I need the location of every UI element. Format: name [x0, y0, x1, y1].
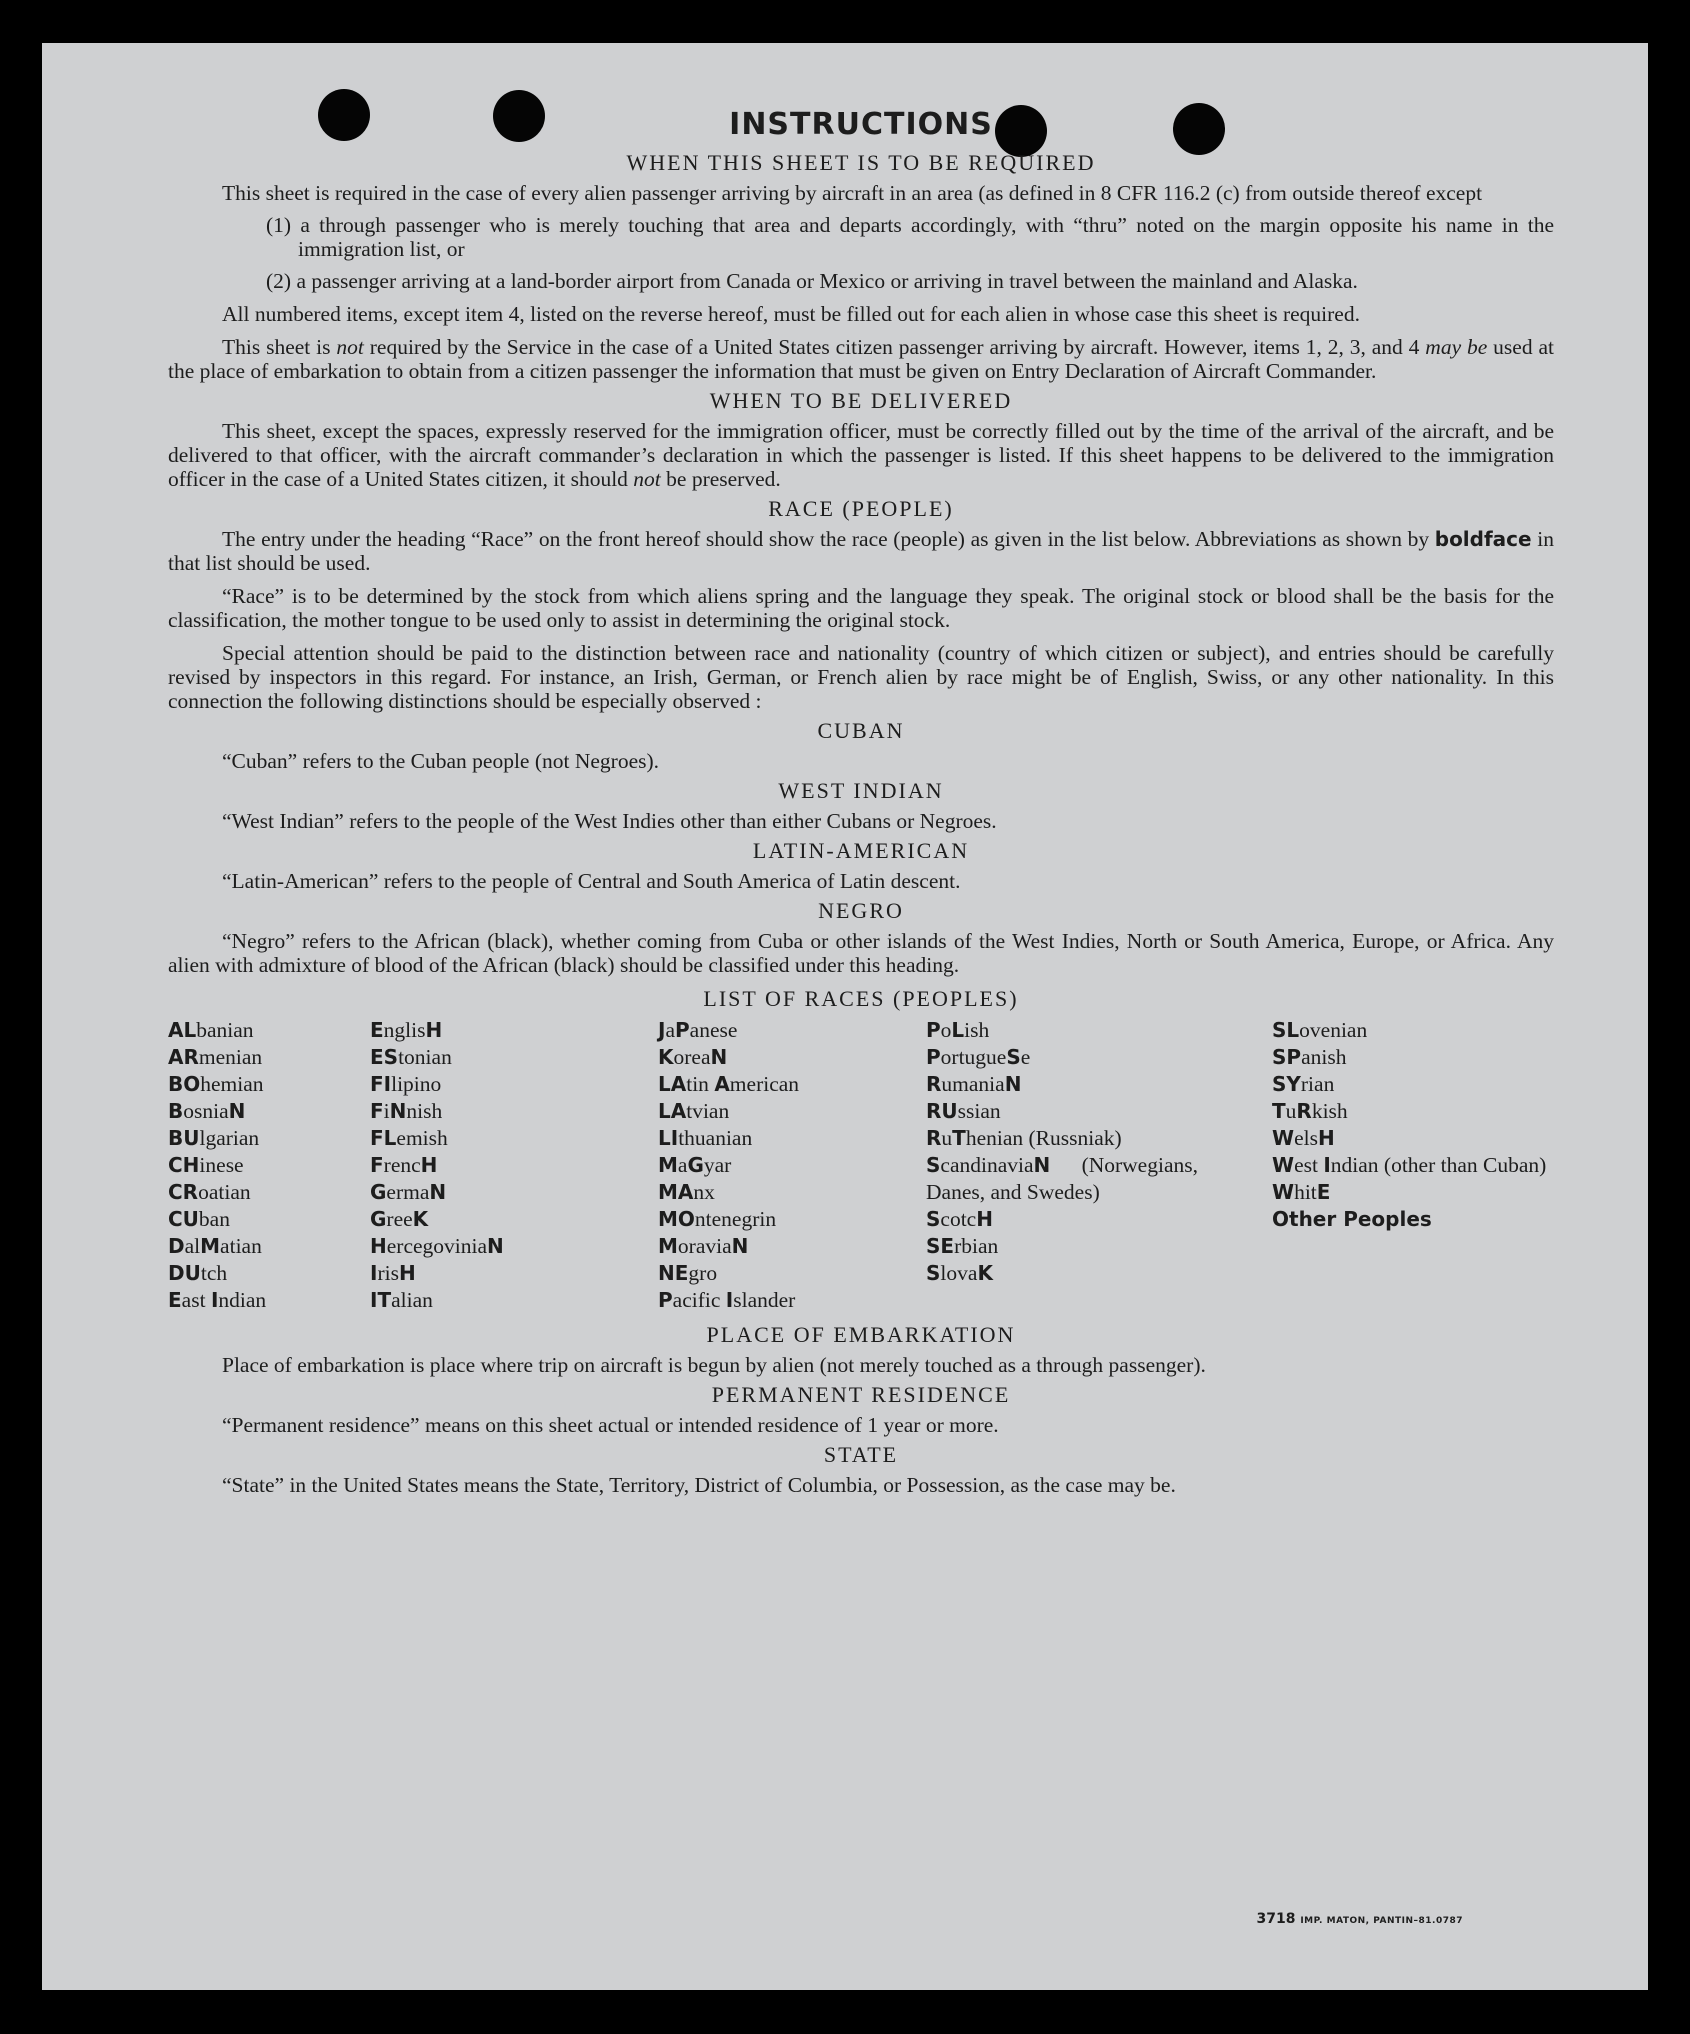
abbreviation: CR: [168, 1180, 199, 1204]
heading-race: RACE (PEOPLE): [768, 496, 954, 521]
list-item: (2) a passenger arriving at a land-border airport from Canada or Mexico or arriving in travel between the mainland and Alaska.: [266, 269, 1358, 293]
race-text: osnia: [183, 1099, 229, 1123]
paragraph: “State” in the United States means the State, Territory, District of Columbia, or Possession, as the case may be.: [222, 1473, 1176, 1497]
abbreviation: I: [210, 1288, 219, 1312]
race-entry: [658, 1179, 898, 1206]
abbreviation: DU: [168, 1261, 201, 1285]
heading-latin-american: LATIN-AMERICAN: [752, 838, 970, 863]
race-entry: [1272, 1017, 1554, 1044]
abbreviation: P: [658, 1288, 673, 1312]
emphasis: not: [336, 335, 364, 359]
race-column: [1272, 1017, 1554, 1233]
emphasis: not: [633, 467, 661, 491]
paragraph: This sheet, except the spaces, expressly reserved for the immigration officer, must be correctly filled out by the time of the arrival of the aircraft, and be delivered to that officer, with the aircraft commander’s declaration in which the passenger is listed. If this sheet happens to be delivered to the immigration officer in the case of a United States citizen, it should not be preserved.: [168, 419, 1554, 491]
race-entry: [926, 1044, 1198, 1071]
race-entry: [370, 1044, 570, 1071]
abbreviation: W: [1272, 1153, 1295, 1177]
race-entry: [1272, 1206, 1554, 1233]
abbreviation: CU: [168, 1207, 199, 1231]
abbreviation: G: [370, 1180, 387, 1204]
race-entry: [168, 1206, 368, 1233]
abbreviation: LI: [658, 1126, 679, 1150]
race-text: renc: [383, 1153, 421, 1177]
race-entry: [1272, 1044, 1554, 1071]
abbreviation: BO: [168, 1072, 201, 1096]
race-text: rbian: [954, 1234, 999, 1258]
race-text: ban: [198, 1207, 230, 1231]
race-text: ast: [181, 1288, 211, 1312]
race-text: ndian: [218, 1288, 267, 1312]
abbreviation: S: [1006, 1045, 1021, 1069]
race-entry: [658, 1098, 898, 1125]
heading-cuban: CUBAN: [817, 718, 905, 743]
race-entry: [926, 1260, 1198, 1287]
race-entry: [168, 1287, 368, 1314]
race-entry: [370, 1260, 570, 1287]
race-text: kish: [1311, 1099, 1348, 1123]
abbreviation: AL: [168, 1018, 197, 1042]
race-text: u: [1285, 1099, 1297, 1123]
race-text: els: [1294, 1126, 1318, 1150]
heading-place-of-embarkation: PLACE OF EMBARKATION: [706, 1322, 1016, 1347]
race-text: merican: [729, 1072, 800, 1096]
race-entry: [168, 1098, 368, 1125]
race-text: lipino: [391, 1072, 442, 1096]
race-text: thuanian: [678, 1126, 753, 1150]
paragraph: The entry under the heading “Race” on the front hereof should show the race (people) as given in the list below. Abbreviations as shown by boldface in that list should be used.: [168, 527, 1554, 575]
race-text: nx: [693, 1180, 715, 1204]
abbreviation: SY: [1272, 1072, 1301, 1096]
race-text: ndian (other than Cuban): [1330, 1153, 1547, 1177]
race-entry: [370, 1071, 570, 1098]
race-text: menian: [198, 1045, 263, 1069]
abbreviation: T: [952, 1126, 966, 1150]
abbreviation: H: [976, 1207, 993, 1231]
abbreviation: Other Peoples: [1272, 1207, 1432, 1231]
heading-when-delivered: WHEN TO BE DELIVERED: [709, 388, 1013, 413]
paragraph: “Negro” refers to the African (black), whether coming from Cuba or other islands of the West Indies, North or South America, Europe, or Africa. Any alien with admixture of blood of the African (black) should be classified under this heading.: [168, 929, 1554, 977]
abbreviation: E: [370, 1018, 384, 1042]
race-text: i: [383, 1099, 390, 1123]
race-text: emish: [396, 1126, 448, 1150]
abbreviation: H: [425, 1018, 443, 1042]
race-text: anish: [1301, 1045, 1347, 1069]
race-text: e: [1020, 1045, 1031, 1069]
race-entry: [370, 1098, 570, 1125]
race-entry: [370, 1152, 570, 1179]
race-text: rian: [1300, 1072, 1335, 1096]
heading-state: STATE: [823, 1442, 899, 1467]
abbreviation: S: [926, 1261, 941, 1285]
abbreviation: IT: [370, 1288, 392, 1312]
race-entry: [1272, 1125, 1554, 1152]
race-entry: [658, 1260, 898, 1287]
race-entry: [926, 1071, 1198, 1098]
abbreviation: P: [675, 1018, 690, 1042]
race-entry: [658, 1233, 898, 1260]
paragraph: “Latin-American” refers to the people of Central and South America of Latin descent.: [222, 869, 961, 893]
printer-imprint: [1256, 1911, 1463, 1927]
race-text: ris: [377, 1261, 399, 1285]
abbreviation: N: [1033, 1153, 1051, 1177]
abbreviation: MO: [658, 1207, 695, 1231]
race-entry: [658, 1152, 898, 1179]
abbreviation: LA: [658, 1099, 687, 1123]
race-entry: [1272, 1179, 1554, 1206]
race-text: acific: [672, 1288, 726, 1312]
race-entry: [1272, 1098, 1554, 1125]
paragraph: “Race” is to be determined by the stock from which aliens spring and the language they speak. The original stock or blood shall be the basis for the classification, the mother tongue to be used only to assist in determining the original stock.: [168, 584, 1554, 632]
race-text: cotc: [940, 1207, 977, 1231]
abbreviation: BU: [168, 1126, 200, 1150]
paragraph: This sheet is required in the case of every alien passenger arriving by aircraft in an area (as defined in 8 CFR 116.2 (c) from outside thereof except: [222, 181, 1483, 205]
race-text: umania: [941, 1072, 1005, 1096]
heading-when-required: WHEN THIS SHEET IS TO BE REQUIRED: [626, 150, 1096, 175]
race-text: atian: [220, 1234, 262, 1258]
abbreviation: MA: [658, 1180, 694, 1204]
race-entry: [370, 1125, 570, 1152]
abbreviation: K: [412, 1207, 429, 1231]
race-entry: [168, 1179, 368, 1206]
abbreviation: A: [714, 1072, 730, 1096]
race-entry: [168, 1017, 368, 1044]
abbreviation: G: [687, 1153, 704, 1177]
abbreviation: SL: [1272, 1018, 1300, 1042]
heading-west-indian: WEST INDIAN: [778, 778, 944, 803]
abbreviation: P: [926, 1018, 941, 1042]
abbreviation: H: [370, 1234, 387, 1258]
race-text: orea: [673, 1045, 711, 1069]
page-title: INSTRUCTIONS: [729, 107, 993, 142]
paragraph: All numbered items, except item 4, listed on the reverse hereof, must be filled out for each alien in whose case this sheet is required.: [222, 302, 1360, 326]
paragraph: This sheet is not required by the Service in the case of a United States citizen passenger arriving by aircraft. However, items 1, 2, 3, and 4 may be used at the place of embarkation to obtain from a citizen passenger the information that must be given on Entry Declaration of Aircraft Commander.: [168, 335, 1554, 383]
race-text: hit: [1294, 1180, 1317, 1204]
abbreviation: J: [658, 1018, 666, 1042]
race-text: banian: [196, 1018, 254, 1042]
race-text: a: [677, 1153, 688, 1177]
race-entry: [370, 1233, 570, 1260]
abbreviation: N: [389, 1099, 407, 1123]
race-text: candinavia: [940, 1153, 1034, 1177]
race-text: oatian: [198, 1180, 251, 1204]
race-text: tch: [200, 1261, 228, 1285]
abbreviation: N: [731, 1234, 749, 1258]
abbreviation: AR: [168, 1045, 199, 1069]
race-text: henian (Russniak): [965, 1126, 1122, 1150]
abbreviation: E: [168, 1288, 182, 1312]
race-list: [168, 1017, 1554, 1317]
race-column: [168, 1017, 368, 1314]
race-text: tonian: [398, 1045, 452, 1069]
abbreviation: SE: [926, 1234, 955, 1258]
race-text: gro: [688, 1261, 718, 1285]
document-sheet: [42, 43, 1648, 1990]
abbreviation: I: [725, 1288, 734, 1312]
race-entry: [168, 1152, 368, 1179]
race-text: ree: [386, 1207, 413, 1231]
race-text: (Norwegians, Danes, and Swedes): [926, 1153, 1198, 1204]
abbreviation: H: [398, 1261, 416, 1285]
paragraph: Special attention should be paid to the distinction between race and nationality (country of which citizen or subject), and entries should be carefully revised by inspectors in this regard. For instance, an Irish, German, or French alien by race might be of English, Swiss, or any other nationality. In this connection the following distinctions should be especially observed :: [168, 641, 1554, 713]
abbreviation: H: [420, 1153, 438, 1177]
race-text: al: [184, 1234, 201, 1258]
abbreviation: K: [658, 1045, 674, 1069]
paragraph: “West Indian” refers to the people of the West Indies other than either Cubans or Negroes.: [222, 809, 997, 833]
race-entry: [1272, 1152, 1554, 1179]
race-entry: [658, 1125, 898, 1152]
abbreviation: E: [1316, 1180, 1331, 1204]
abbreviation: M: [200, 1234, 221, 1258]
list-item: (1) a through passenger who is merely touching that area and departs accordingly, with “thru” noted on the margin opposite his name in the immigration list, or: [266, 213, 1554, 261]
abbreviation: F: [370, 1153, 384, 1177]
boldface-word: boldface: [1434, 527, 1532, 551]
abbreviation: N: [710, 1045, 728, 1069]
abbreviation: N: [429, 1180, 447, 1204]
race-entry: [926, 1017, 1198, 1044]
race-entry: [926, 1206, 1198, 1233]
race-text: lgarian: [199, 1126, 260, 1150]
abbreviation: K: [977, 1261, 993, 1285]
race-entry: [370, 1017, 570, 1044]
race-entry: [926, 1098, 1198, 1125]
abbreviation: H: [1317, 1126, 1335, 1150]
race-entry: [658, 1044, 898, 1071]
race-entry: [168, 1260, 368, 1287]
race-column: [370, 1017, 570, 1314]
abbreviation: R: [1296, 1099, 1312, 1123]
abbreviation: I: [370, 1261, 378, 1285]
race-entry: [370, 1179, 570, 1206]
abbreviation: FL: [370, 1126, 397, 1150]
abbreviation: N: [1004, 1072, 1022, 1096]
race-text: tin: [686, 1072, 715, 1096]
race-entry: [926, 1125, 1198, 1152]
race-text: lova: [940, 1261, 978, 1285]
emphasis: may be: [1425, 335, 1488, 359]
heading-permanent-residence: PERMANENT RESIDENCE: [711, 1382, 1011, 1407]
race-entry: [168, 1071, 368, 1098]
race-text: anese: [689, 1018, 738, 1042]
race-text: ssian: [957, 1099, 1001, 1123]
abbreviation: M: [658, 1153, 678, 1177]
race-text: a: [665, 1018, 675, 1042]
abbreviation: NE: [658, 1261, 689, 1285]
race-text: ntenegrin: [694, 1207, 777, 1231]
race-column: [658, 1017, 898, 1314]
race-text: nglis: [383, 1018, 426, 1042]
abbreviation: S: [926, 1153, 941, 1177]
abbreviation: M: [658, 1234, 678, 1258]
abbreviation: F: [370, 1099, 384, 1123]
race-text: nish: [406, 1099, 443, 1123]
race-entry: [370, 1206, 570, 1233]
race-text: hemian: [200, 1072, 264, 1096]
abbreviation: W: [1272, 1180, 1295, 1204]
abbreviation: B: [168, 1099, 184, 1123]
heading-list-of-races: LIST OF RACES (PEOPLES): [703, 986, 1019, 1011]
race-entry: [370, 1287, 570, 1314]
race-text: tvian: [686, 1099, 730, 1123]
race-text: erma: [386, 1180, 430, 1204]
abbreviation: I: [1323, 1153, 1331, 1177]
race-text: ortugue: [940, 1045, 1007, 1069]
abbreviation: G: [370, 1207, 387, 1231]
abbreviation: N: [487, 1234, 504, 1258]
race-entry: [658, 1017, 898, 1044]
race-entry: [926, 1152, 1198, 1206]
document-body: [168, 105, 1554, 1497]
race-text: u: [941, 1126, 953, 1150]
abbreviation: R: [926, 1126, 942, 1150]
race-text: ovenian: [1299, 1018, 1368, 1042]
race-text: ish: [964, 1018, 990, 1042]
abbreviation: FI: [370, 1072, 392, 1096]
abbreviation: N: [228, 1099, 246, 1123]
abbreviation: L: [951, 1018, 965, 1042]
abbreviation: LA: [658, 1072, 687, 1096]
race-entry: [658, 1287, 898, 1314]
abbreviation: T: [1272, 1099, 1286, 1123]
abbreviation: S: [926, 1207, 941, 1231]
race-entry: [168, 1233, 368, 1260]
abbreviation: CH: [168, 1153, 200, 1177]
race-text: yar: [703, 1153, 732, 1177]
race-text: alian: [391, 1288, 433, 1312]
race-entry: [168, 1125, 368, 1152]
race-entry: [1272, 1071, 1554, 1098]
race-entry: [168, 1044, 368, 1071]
abbreviation: SP: [1272, 1045, 1302, 1069]
race-column: [926, 1017, 1198, 1287]
abbreviation: P: [926, 1045, 941, 1069]
form-number: 3718: [1256, 1911, 1296, 1927]
race-entry: [658, 1071, 898, 1098]
race-entry: [658, 1206, 898, 1233]
abbreviation: D: [168, 1234, 185, 1258]
abbreviation: W: [1272, 1126, 1295, 1150]
abbreviation: ES: [370, 1045, 399, 1069]
race-text: est: [1294, 1153, 1324, 1177]
race-text: o: [940, 1018, 952, 1042]
paragraph: “Permanent residence” means on this sheet actual or intended residence of 1 year or more.: [222, 1413, 999, 1437]
paragraph: Place of embarkation is place where trip on aircraft is begun by alien (not merely touched as a through passenger).: [222, 1353, 1206, 1377]
race-text: slander: [733, 1288, 796, 1312]
race-entry: [926, 1233, 1198, 1260]
race-text: oravia: [677, 1234, 732, 1258]
abbreviation: RU: [926, 1099, 958, 1123]
race-text: inese: [199, 1153, 244, 1177]
paragraph: “Cuban” refers to the Cuban people (not Negroes).: [222, 749, 660, 773]
heading-negro: NEGRO: [818, 898, 904, 923]
race-text: ercegovinia: [386, 1234, 488, 1258]
abbreviation: R: [926, 1072, 942, 1096]
printer-name: IMP. MATON, PANTIN–81.0787: [1300, 1916, 1463, 1926]
